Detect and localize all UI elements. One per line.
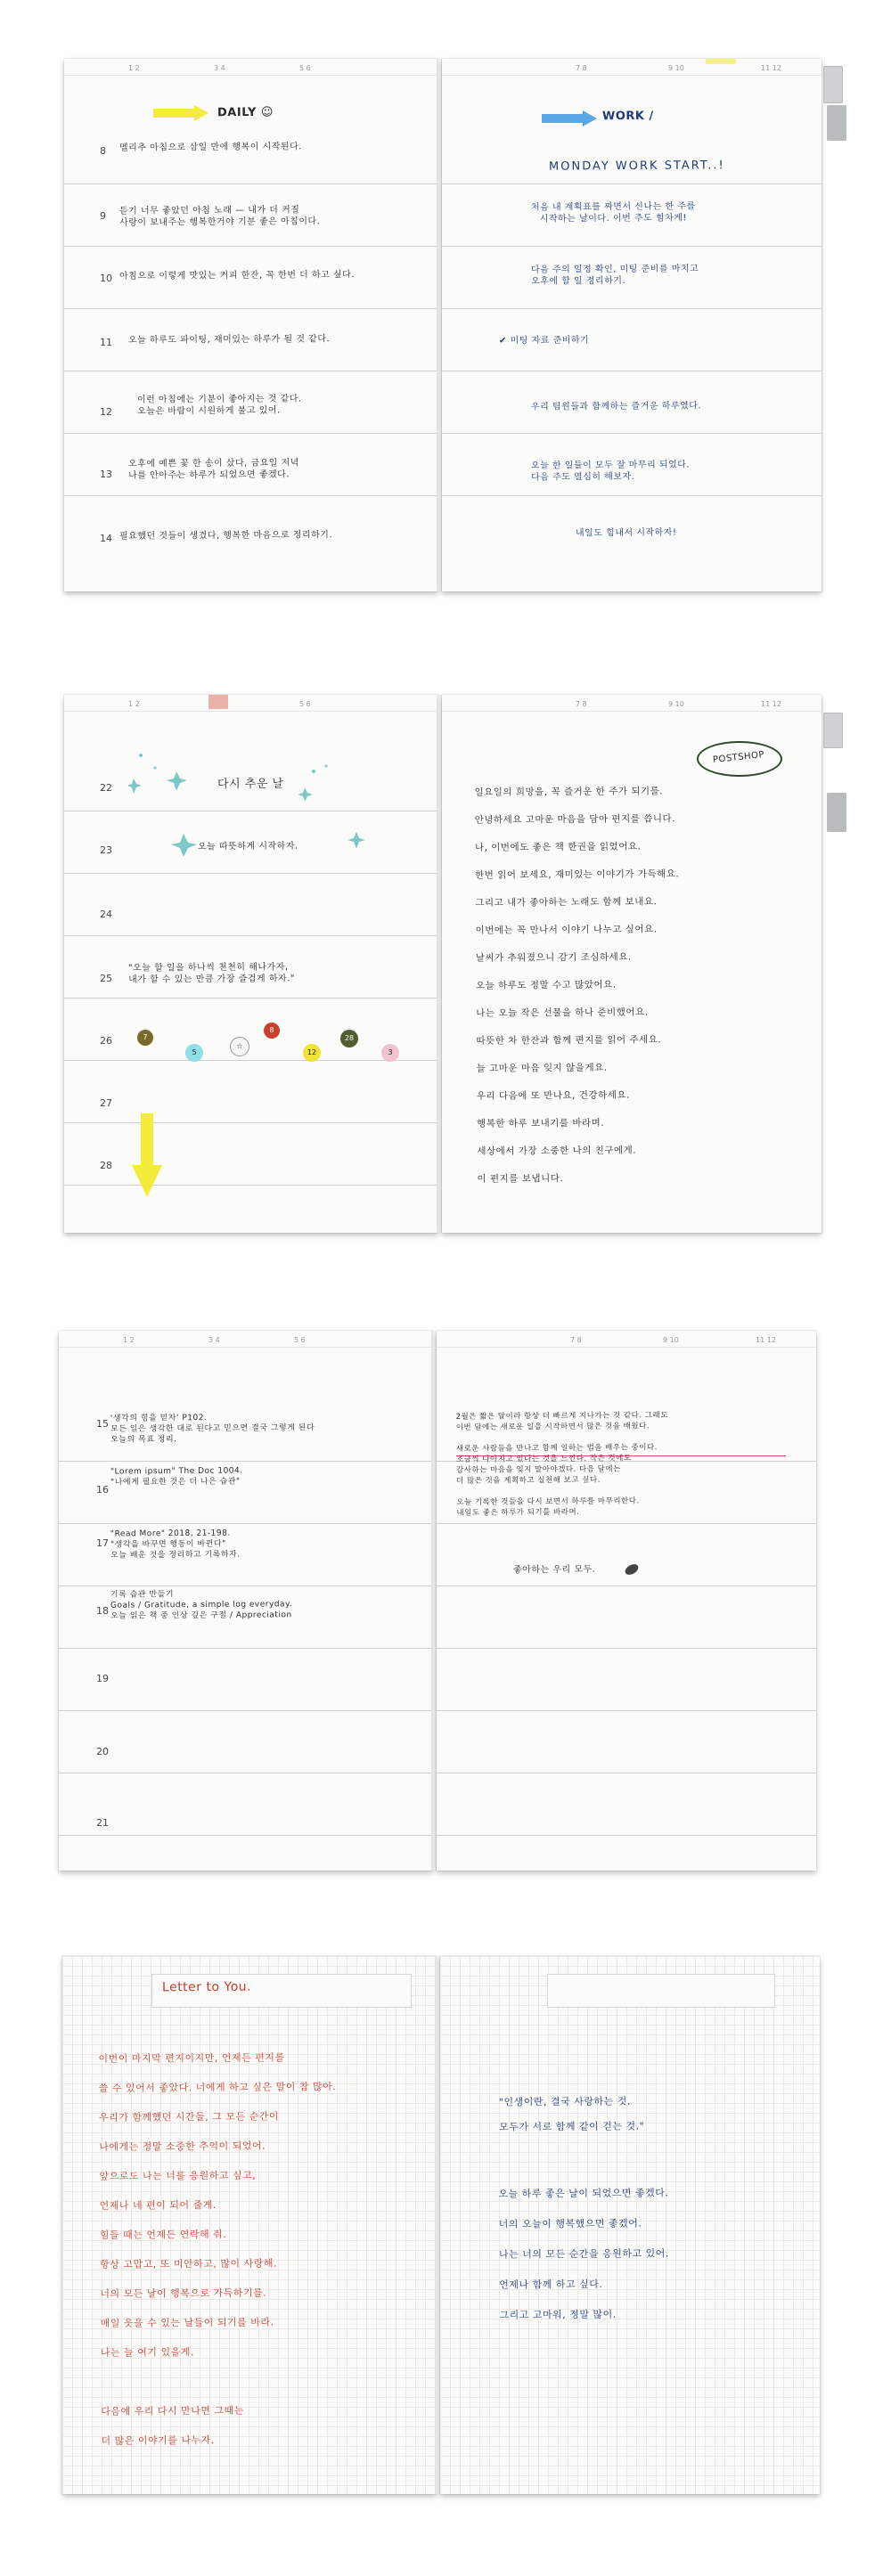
tick-label: 9 10 xyxy=(668,64,684,72)
left-page xyxy=(59,1331,433,1871)
daily-entry: 이런 아침에는 기분이 좋아지는 것 같다. 오늘은 바람이 시원하게 불고 있어. xyxy=(136,394,302,417)
note-entry: "Read More" 2018, 21-198. "생각을 바꾸면 행동이 바뀐다" 오늘 배운 것을 정리하고 기록하자. xyxy=(110,1528,241,1561)
page-ticks xyxy=(59,1334,433,1348)
work-header: WORK / xyxy=(601,109,654,124)
daily-entry: 필요했던 것들이 생겼다, 행복한 마음으로 정리하기. xyxy=(119,530,333,542)
star-icon: ☆ xyxy=(230,1037,249,1056)
hour-number: 15 xyxy=(96,1418,109,1430)
work-line: MONDAY WORK START..! xyxy=(548,159,725,174)
letter-body: 오늘 하루 좋은 날이 되었으면 좋겠다. 너의 오늘이 행복했으면 좋겠어. 나는 너의 모든 순간을 응원하고 있어. 언제나 함께 하고 싶다. 그리고 고마워, 정말 많이. xyxy=(498,2187,669,2321)
hour-number: 13 xyxy=(100,469,112,480)
hour-number: 23 xyxy=(100,844,112,856)
journal-entry: 다시 추운 날 xyxy=(217,777,284,792)
sticker-dot: 3 xyxy=(381,1044,399,1062)
hour-number: 11 xyxy=(100,337,112,348)
tick-label: 1 2 xyxy=(128,64,140,72)
letter-title: Letter to You. xyxy=(161,1979,252,1995)
hour-number: 20 xyxy=(96,1746,109,1757)
hour-number: 12 xyxy=(100,406,112,418)
sticker-dot: 8 xyxy=(264,1023,280,1039)
page-ticks xyxy=(64,62,438,76)
highlight-mark xyxy=(706,59,736,64)
work-line: 처음 내 계획표를 짜면서 신나는 한 주를 시작하는 날이다. 이번 주도 힘차게! xyxy=(530,201,696,224)
tick-label: 3 4 xyxy=(208,1336,220,1344)
letter-body: 이번이 마지막 편지이지만, 언제든 편지를 쓸 수 있어서 좋았다. 너에게 하고 싶은 말이 참 많아. 우리가 함께했던 시간들, 그 모든 순간이 나에게는 정말 소중한 추억이 되었어. 앞으로도 나는 너를 응원하고 싶고, 언제나 네 편이 되어 줄게. 힘들 때는 언제든 연락해 줘. 항상 고맙고, 또 미안하고, 많이 사랑해. 너의 모든 날이 행복으로 가득하기를. 매일 웃을 수 있는 날들이 되기를 바라. 나는 늘 여기 있을게. 다음에 우리 다시 만나면 그때는 더 많은 이야기를 나누자. xyxy=(98,2051,337,2447)
tick-label: 5 6 xyxy=(299,700,311,708)
sticker-dot: 12 xyxy=(303,1044,321,1062)
tick-label: 7 8 xyxy=(570,1336,582,1344)
letter-quote: "인생이란, 결국 사랑하는 것. 모두가 서로 함께 같이 걷는 것." xyxy=(498,2095,645,2133)
notebook-spread-letter xyxy=(64,695,822,1233)
tick-label: 5 6 xyxy=(294,1336,306,1344)
daily-entry: 듣기 너무 좋았던 아침 노래 — 내가 더 커질 사랑이 보내주는 행복한거야 기분 좋은 아침이다. xyxy=(119,205,321,228)
tick-label: 11 12 xyxy=(761,700,781,708)
right-page xyxy=(442,59,822,591)
hour-number: 21 xyxy=(96,1817,109,1829)
stamp-label: POSTSHOP xyxy=(712,749,765,766)
left-page xyxy=(64,59,438,591)
daily-header: DAILY ☺ xyxy=(217,105,274,120)
hour-number: 16 xyxy=(96,1484,109,1496)
left-page xyxy=(62,1956,437,2494)
down-arrow-icon xyxy=(132,1113,162,1197)
tick-label: 7 8 xyxy=(576,64,587,72)
tick-label: 11 12 xyxy=(761,64,781,72)
page-ticks xyxy=(442,62,822,76)
page-ticks xyxy=(437,1334,816,1348)
title-box xyxy=(547,1974,775,2008)
page-tab xyxy=(823,66,843,103)
hour-number: 25 xyxy=(100,973,112,984)
note-entry: '생각의 힘을 믿자' P102. 모든 일은 생각한 대로 된다고 믿으면 결국 그렇게 된다 오늘의 목표 정리. xyxy=(110,1414,315,1445)
hour-number: 17 xyxy=(96,1537,109,1549)
daily-entry: 멜리추 아침으로 삼일 만에 행복이 시작된다. xyxy=(119,142,302,153)
sparkle-icon xyxy=(128,745,413,887)
work-line: 내일도 힘내서 시작하자! xyxy=(575,527,677,539)
right-page xyxy=(437,1331,816,1871)
note-body: 2월은 짧은 달이라 항상 더 빠르게 지나가는 것 같다. 그래도 이번 달에는 새로운 일을 시작하면서 많은 것을 배웠다. 새로운 사람들을 만나고 함께 일하는 법을 배우는 중이다. 조금씩 나아지고 있다는 것을 느낀다. 작은 것에도 감사하는 마음을 잊지 말아야겠다. 다음 달에는 더 많은 것을 계획하고 실천해 보고 싶다. 오늘 기록한 것들을 다시 보면서 하루를 마무리한다. 내일도 좋은 하루가 되기를 바라며. xyxy=(455,1411,668,1518)
tick-label: 1 2 xyxy=(128,700,140,708)
tick-label: 9 10 xyxy=(663,1336,679,1344)
leaf-icon xyxy=(622,1561,642,1578)
hour-number: 10 xyxy=(100,273,112,284)
hour-number: 9 xyxy=(100,210,106,222)
journal-entry: 오늘 따뜻하게 시작하자. xyxy=(197,841,298,852)
tick-label: 11 12 xyxy=(756,1336,776,1344)
page-ticks xyxy=(442,698,822,712)
hour-number: 28 xyxy=(100,1160,112,1171)
daily-entry: 아침으로 이렇게 맛있는 커피 한잔, 꼭 한번 더 하고 싶다. xyxy=(119,270,356,281)
note-sign: 좋아하는 우리 모두. xyxy=(512,1564,596,1576)
sticker-dot: 7 xyxy=(137,1030,153,1046)
hour-number: 26 xyxy=(100,1035,112,1047)
page-tab xyxy=(823,713,843,748)
hour-number: 22 xyxy=(100,782,112,794)
sticker-dot: 5 xyxy=(185,1044,203,1062)
right-page xyxy=(440,1956,820,2494)
work-line: 오늘 한 일들이 모두 잘 마무리 되었다. 다음 주도 열심히 해보자. xyxy=(530,460,691,483)
yellow-arrow-icon xyxy=(153,105,208,121)
tick-label: 3 4 xyxy=(214,64,225,72)
notebook-spread-notes xyxy=(59,1331,816,1871)
washi-tape xyxy=(208,695,228,709)
blue-arrow-icon xyxy=(542,110,597,126)
work-line: ✔ 미팅 자료 준비하기 xyxy=(498,335,590,346)
tick-label: 1 2 xyxy=(123,1336,135,1344)
page-tab xyxy=(827,793,846,832)
tick-label: 7 8 xyxy=(576,700,587,708)
hour-number: 18 xyxy=(96,1605,109,1617)
letter-body: 일요일의 희망을, 꼭 즐거운 한 주가 되기를. 안녕하세요 고마운 마음을 담아 편지를 씁니다. 나, 이번에도 좋은 책 한권을 읽었어요. 한번 읽어 보세요, 재미있는 이야기가 가득해요. 그리고 내가 좋아하는 노래도 함께 보내요. 이번에는 꼭 만나서 이야기 나누고 싶어요. 날씨가 추워졌으니 감기 조심하세요. 오늘 하루도 정말 수고 많았어요. 나는 오늘 작은 선물을 하나 준비했어요. 따뜻한 차 한잔과 함께 편지를 읽어 주세요. 늘 고마운 마음 잊지 않을게요. 우리 다음에 또 만나요, 건강하세요. 행복한 하루 보내기를 바라며. 세상에서 가장 소중한 나의 친구에게. 이 편지를 보냅니다. xyxy=(474,786,680,1185)
daily-entry: 오늘 하루도 파이팅, 재미있는 하루가 될 것 같다. xyxy=(127,334,331,346)
daily-entry: 오후에 예쁜 꽃 한 송이 샀다, 금요일 저녁 나를 안아주는 하루가 되었으면 좋겠다. xyxy=(127,458,299,481)
notebook-spread-grid-letter xyxy=(62,1956,820,2494)
page-ticks xyxy=(64,698,438,712)
right-page xyxy=(442,695,822,1233)
left-page xyxy=(64,695,438,1233)
hour-number: 27 xyxy=(100,1097,112,1109)
work-line: 다음 주의 일정 확인, 미팅 준비를 마치고 오후에 할 일 정리하기. xyxy=(530,264,699,287)
hour-number: 8 xyxy=(100,145,106,157)
page-tab xyxy=(827,105,846,141)
work-line: 우리 팀원들과 함께하는 즐거운 하루였다. xyxy=(530,401,702,412)
hour-number: 24 xyxy=(100,909,112,920)
note-entry: "Lorem ipsum" The Doc 1004. "나에게 필요한 것은 더 나은 습관" xyxy=(110,1466,243,1488)
hour-number: 14 xyxy=(100,533,112,544)
postshop-stamp xyxy=(697,741,782,777)
sticker-dot: 28 xyxy=(340,1030,358,1048)
tick-label: 5 6 xyxy=(299,64,311,72)
notebook-spread-daily-work xyxy=(64,59,822,591)
note-entry: 기록 습관 만들기 Goals / Gratitude, a simple log everyday. 오늘 읽은 책 중 인상 깊은 구절 / Appreciation xyxy=(110,1590,292,1621)
hour-number: 19 xyxy=(96,1673,109,1684)
journal-entry: "오늘 할 일을 하나씩 천천히 해나가자, 내가 할 수 있는 만큼 가장 즐겁게 하자." xyxy=(127,962,296,985)
tick-label: 9 10 xyxy=(668,700,684,708)
